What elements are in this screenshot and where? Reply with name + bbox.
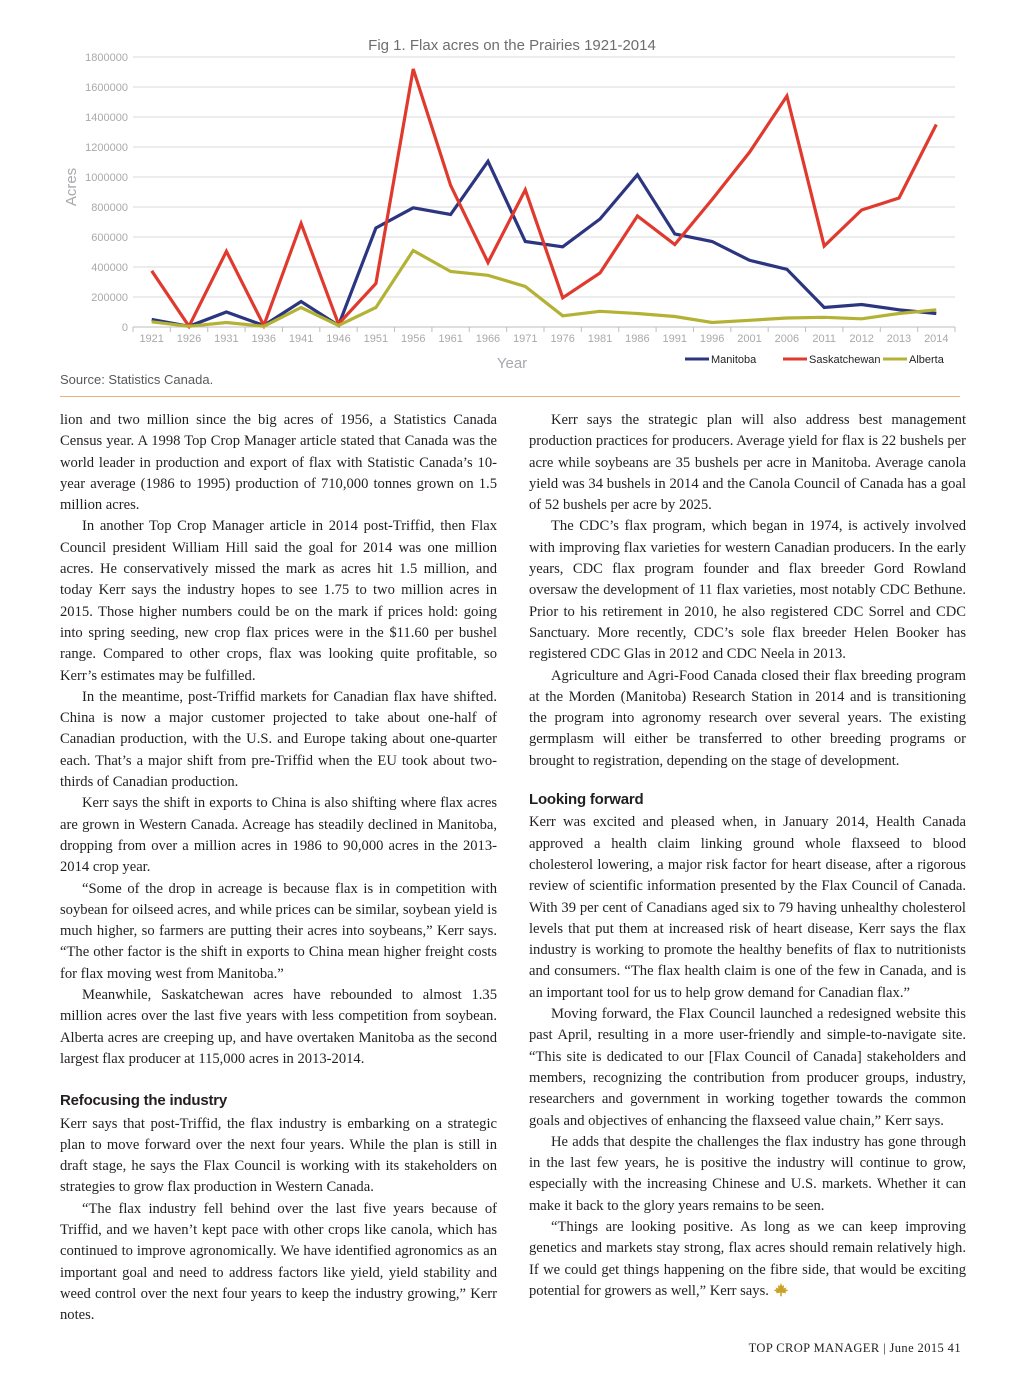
paragraph: In the meantime, post-Triffid markets for Canadian flax have shifted. China is now a major customer projected to take about one-half of Canadian production, with the U.S. and Europe taking about one-quarter each. That’s a major shift from pre-Triffid when the EU took about two-thirds of Canadian production. xyxy=(60,688,497,791)
y-tick-label: 1200000 xyxy=(85,142,128,154)
x-tick-label: 2011 xyxy=(812,333,837,345)
y-tick-label: 1600000 xyxy=(85,82,128,94)
x-tick-label: 1931 xyxy=(214,333,239,345)
paragraph: Kerr says the strategic plan will also address best management production practices for producers. Average yield for flax is 22 bushels per acre while soybeans are 35 bushels per acre in Manitoba. Average canola yield was 34 bushels in 2014 and the Canola Council of Canada has a goal of 52 bushels per acre by 2025. xyxy=(529,412,966,514)
page-footer: TOP CROP MANAGER | June 2015 41 xyxy=(748,1341,961,1355)
maple-leaf-icon xyxy=(773,1283,789,1297)
y-tick-label: 1000000 xyxy=(85,172,128,184)
x-tick-label: 2001 xyxy=(737,333,762,345)
x-tick-label: 1956 xyxy=(400,333,426,345)
chart-title: Fig 1. Flax acres on the Prairies 1921-2014 xyxy=(368,37,656,54)
x-tick-label: 1991 xyxy=(662,333,688,345)
x-tick-label: 1926 xyxy=(176,333,202,345)
paragraph: lion and two million since the big acres of 1956, a Statistics Canada Census year. A 1998 Top Crop Manager article stated that Canada was the world leader in production and export of flax with Statistic Canada’s 10-year average (1986 to 1995) production of 710,000 tonnes grown on 1.5 million acres. xyxy=(60,412,497,514)
x-tick-label: 1996 xyxy=(699,333,725,345)
closing-quote: “Things are looking positive. As long as we can keep improving genetics and markets stay strong, flax acres should remain relatively high. If we could get things happening on the fibre side, that would be exciting potential for growers as well,” Kerr says. xyxy=(529,1218,966,1299)
left-column xyxy=(60,410,497,1326)
legend-label-alberta: Alberta xyxy=(909,354,944,366)
chart-source: Source: Statistics Canada. xyxy=(60,372,214,387)
chart-series-lines xyxy=(152,69,937,326)
paragraph xyxy=(529,1217,966,1302)
x-tick-label: 1941 xyxy=(288,333,314,345)
y-tick-label: 1800000 xyxy=(85,52,128,64)
paragraph: The CDC’s flax program, which began in 1974, is actively involved with improving flax varieties for western Canadian producers. In the early years, CDC flax program founder and flax breeder Gord Rowland oversaw the development of 11 flax varieties, most notably CDC Bethune. Prior to his retirement in 2010, he also registered CDC Sorrel and CDC Sanctuary. More recently, CDC’s sole flax breeder Helen Booker has registered CDC Glas in 2012 and CDC Neela in 2013. xyxy=(529,518,966,663)
right-column xyxy=(529,410,966,1302)
y-tick-label: 200000 xyxy=(91,292,128,304)
y-tick-label: 1400000 xyxy=(85,112,128,124)
x-tick-label: 2013 xyxy=(886,333,912,345)
x-tick-label: 1971 xyxy=(513,333,538,345)
x-tick-label: 1951 xyxy=(363,333,389,345)
x-tick-label: 2012 xyxy=(849,333,874,345)
section-heading: Looking forward xyxy=(529,791,644,809)
section-divider xyxy=(60,396,960,397)
y-tick-label: 400000 xyxy=(91,262,128,274)
paragraph: He adds that despite the challenges the flax industry has gone through in the last few years, he is positive the industry will continue to grow, especially with the increasing Chinese and U.S. markets. Whether it can make it back to the glory years remains to be seen. xyxy=(529,1133,966,1214)
section-heading: Refocusing the industry xyxy=(60,1092,228,1110)
flax-acres-chart xyxy=(0,0,1024,400)
paragraph: Moving forward, the Flax Council launched a redesigned website this past April, resulting in a more user-friendly and simple-to-navigate site. “This site is dedicated to our [Flax Council of Canada] stakeholders and members, recognizing the contribution from producer groups, industry, researchers and government in working together towards the common goals and objectives of enhancing the flaxseed value chain,” Kerr says. xyxy=(529,1006,966,1129)
chart-legend xyxy=(685,354,945,366)
x-tick-label: 1946 xyxy=(326,333,351,345)
legend-label-manitoba: Manitoba xyxy=(711,354,757,366)
y-axis-ticks xyxy=(85,52,128,334)
x-tick-label: 1976 xyxy=(550,333,575,345)
x-axis-label: Year xyxy=(496,355,528,372)
paragraph: Agriculture and Agri-Food Canada closed their flax breeding program at the Morden (Manitoba) Research Station in 2014 and is transitioning the program into agronomy research over several years. The existing germplasm will either be transferred to other breeding programs or brought to registration, depending on the stage of development. xyxy=(529,667,966,769)
paragraph: “Some of the drop in acreage is because flax is in competition with soybean for oilseed acres, and while prices can be similar, soybean yield is much higher, so farmers are putting their acres into soybeans,” Kerr says. “The other factor is the shift in exports to China mean higher freight costs for flax moving west from Manitoba.” xyxy=(60,880,497,982)
series-line-saskatchewan xyxy=(152,69,937,326)
x-tick-label: 2006 xyxy=(774,333,800,345)
legend-label-saskatchewan: Saskatchewan xyxy=(809,354,881,366)
paragraph: In another Top Crop Manager article in 2014 post-Triffid, then Flax Council president William Hill said the goal for 2014 was one million acres. He conservatively missed the mark as acres hit 1.5 million, and today Kerr says the industry hopes to see 1.75 to two million acres in 2015. Those higher numbers could be on the mark if prices hold: going into spring seeding, new crop flax prices were in the $11.60 per bushel range. Compared to other crops, flax was looking quite profitable, so Kerr’s estimates may be fulfilled. xyxy=(60,518,497,684)
chart-grid xyxy=(133,57,955,327)
y-tick-label: 800000 xyxy=(91,202,128,214)
x-tick-label: 1936 xyxy=(251,333,277,345)
x-tick-label: 1961 xyxy=(438,333,463,345)
y-axis-label: Acres xyxy=(63,167,80,207)
x-tick-label: 1966 xyxy=(475,333,501,345)
paragraph: Meanwhile, Saskatchewan acres have rebounded to almost 1.35 million acres over the last five years with less competition from soybean. Alberta acres are creeping up, and have overtaken Manitoba as the second largest flax producer at 115,000 acres in 2013-2014. xyxy=(60,987,497,1067)
paragraph: Kerr says the shift in exports to China is also shifting where flax acres are grown in Western Canada. Acreage has steadily declined in Manitoba, dropping from over a million acres in 1986 to 90,000 acres in the 2013-2014 crop year. xyxy=(60,795,497,876)
y-tick-label: 0 xyxy=(121,322,128,334)
x-tick-label: 2014 xyxy=(924,333,949,345)
x-tick-label: 1921 xyxy=(139,333,164,345)
paragraph: Kerr was excited and pleased when, in January 2014, Health Canada approved a health claim linking ground whole flaxseed to blood cholesterol lowering, a major risk factor for heart disease, after a rigorous review of scientific information presented by the Flax Council of Canada. With 39 per cent of Canadians aged six to 79 having unhealthy cholesterol levels that put them at increased risk of heart disease, Kerr says the flax industry is working to promote the healthy benefits of flax to nutritionists and consumers. “The flax health claim is one of the few in Canada, and is an important tool for us to help grow demand for Canadian flax.” xyxy=(529,814,966,1001)
x-tick-label: 1981 xyxy=(587,333,613,345)
paragraph: Kerr says that post-Triffid, the flax industry is embarking on a strategic plan to move forward over the next four years. While the plan is still in draft stage, he says the Flax Council is working with its stakeholders on strategies to grow flax production in Western Canada. xyxy=(60,1115,497,1196)
series-line-alberta xyxy=(152,251,937,327)
x-axis-ticks xyxy=(133,327,955,345)
y-tick-label: 600000 xyxy=(91,232,128,244)
paragraph: “The flax industry fell behind over the last five years because of Triffid, and we haven’t kept pace with other crops like canola, which has continued to improve agronomically. We have identified agronomics as an important goal and need to address factors like yield, yield stability and weed control over the next four years to keep the industry growing,” Kerr notes. xyxy=(60,1200,497,1324)
x-tick-label: 1986 xyxy=(625,333,650,345)
